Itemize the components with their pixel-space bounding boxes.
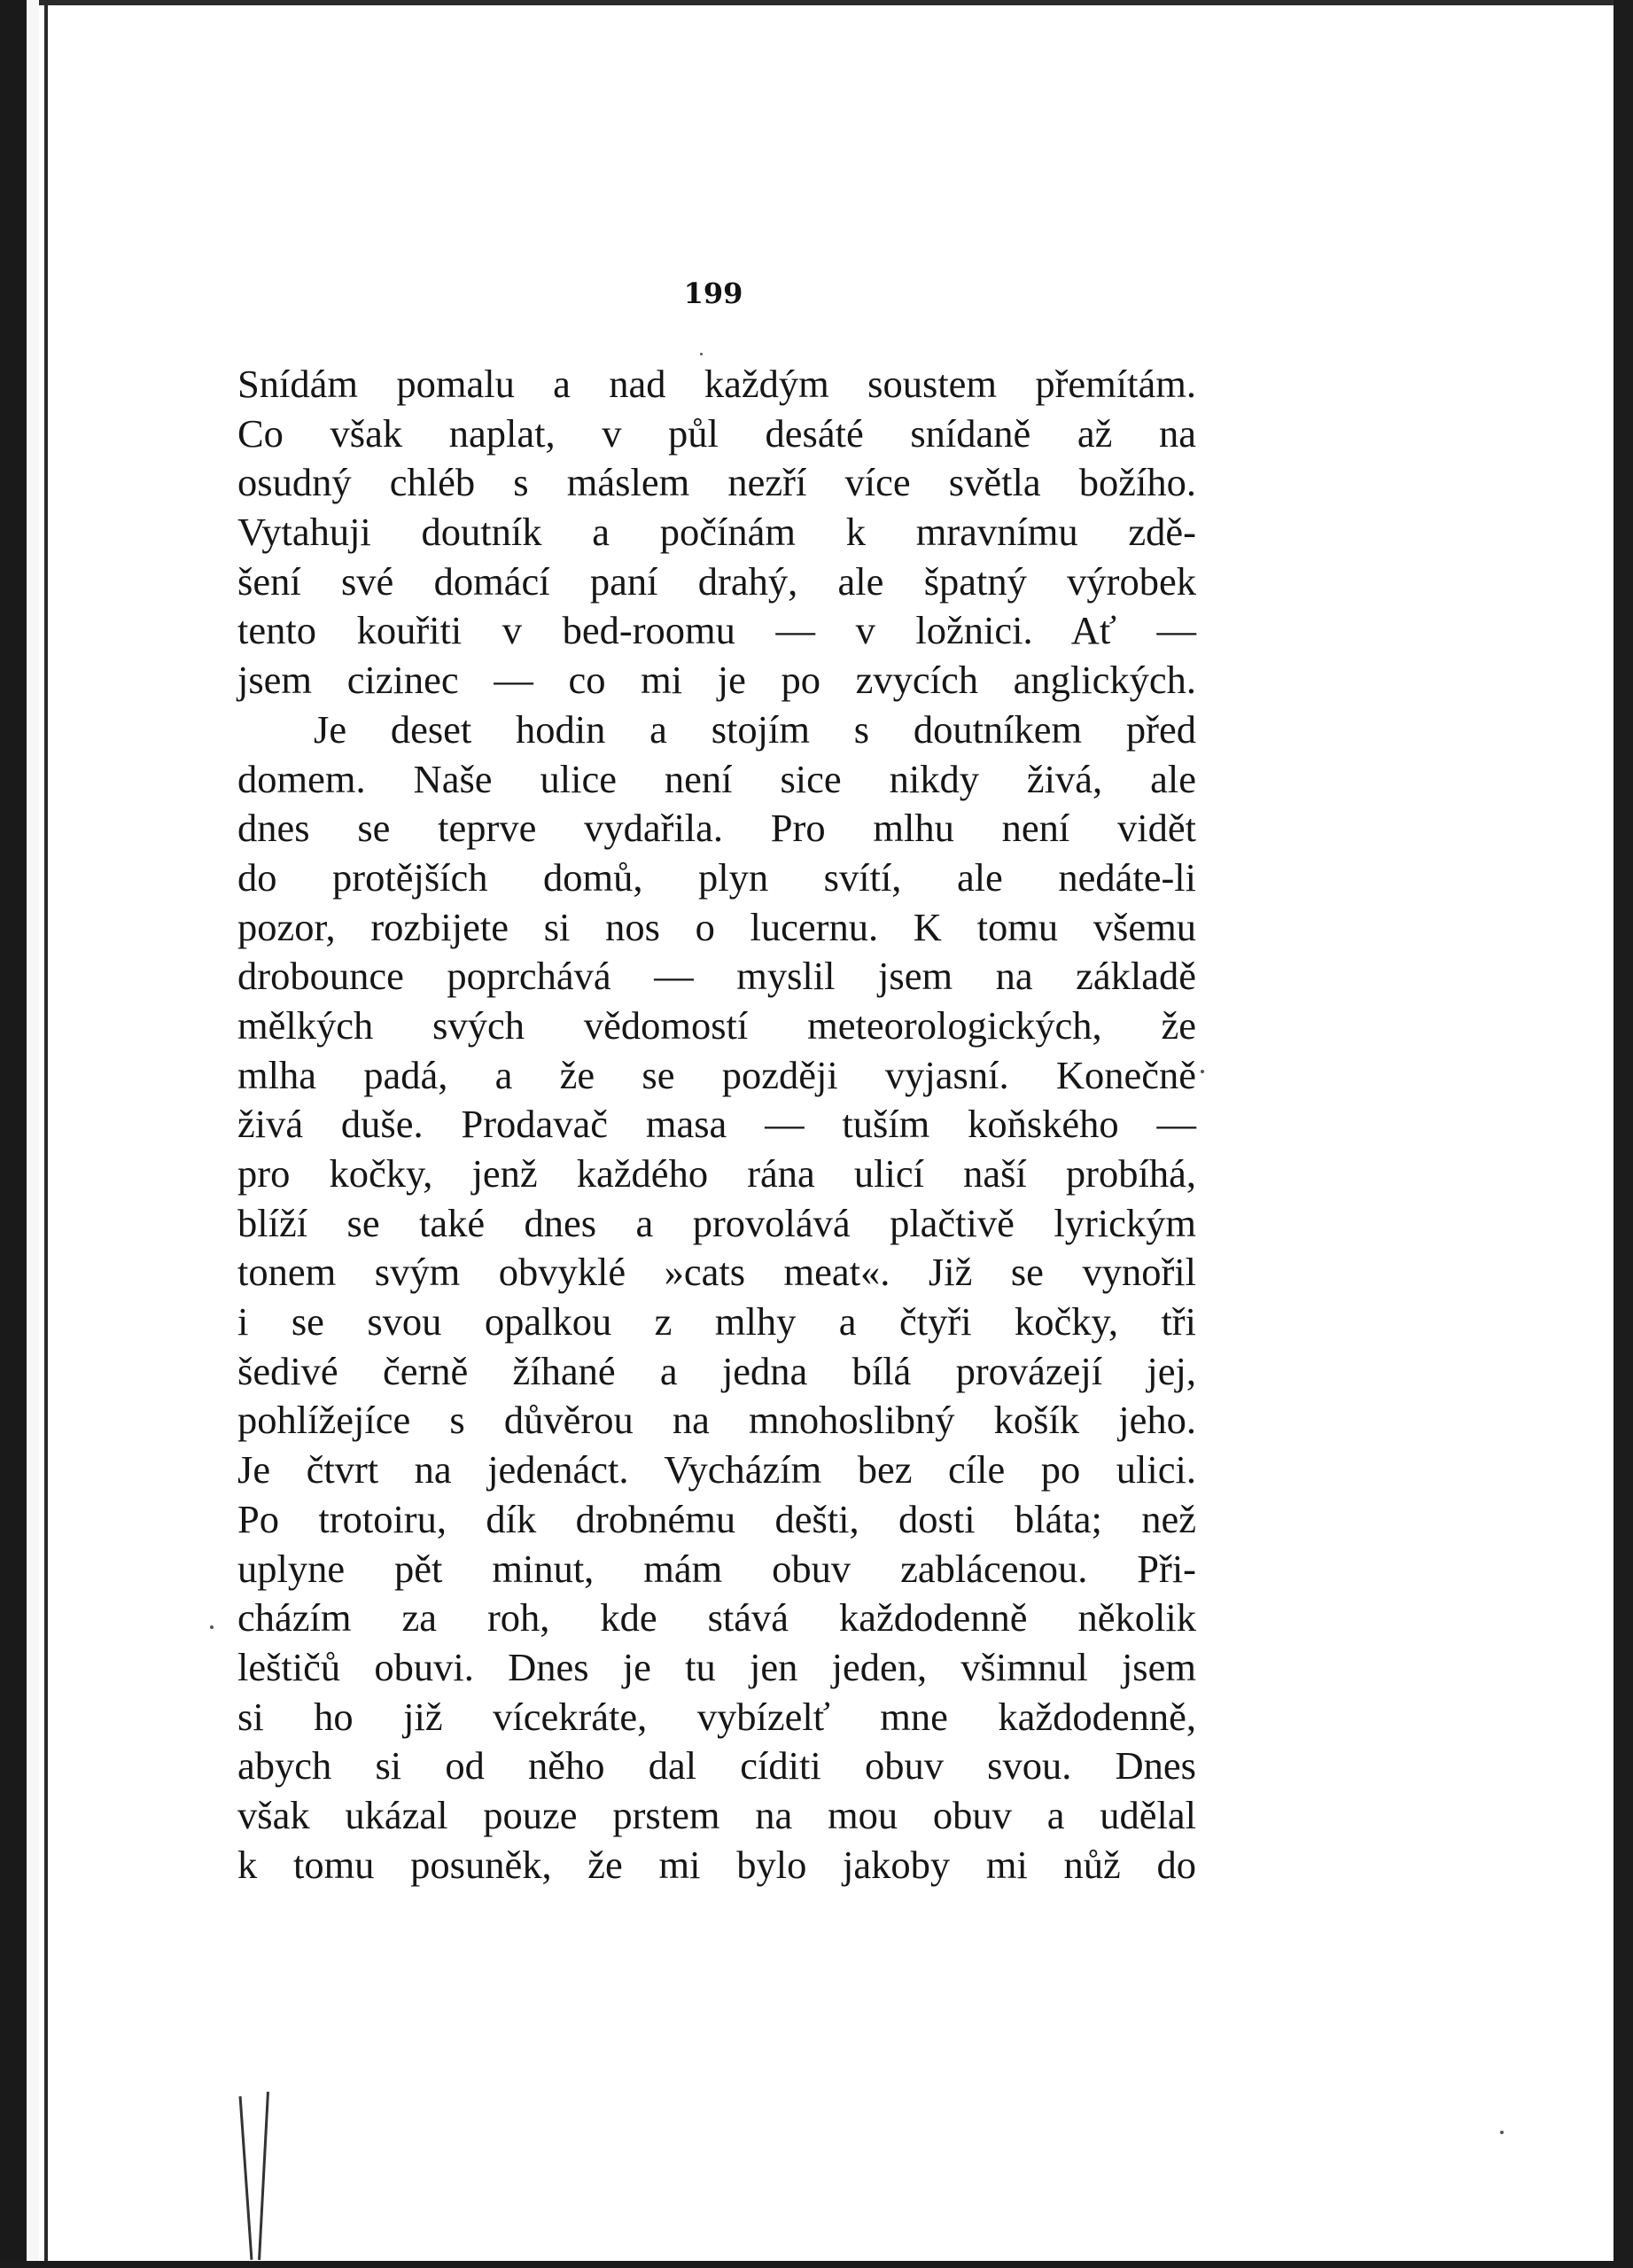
paper-crease-mark <box>258 2092 269 2260</box>
scan-binding-line <box>44 0 48 2268</box>
text-line: Snídám pomalu a nad každým soustem přemítám. <box>237 362 1196 406</box>
scan-speck <box>1500 2131 1504 2134</box>
text-line: Je deset hodin a stojím s doutníkem před <box>314 706 1196 752</box>
text-line: cházím za roh, kde stává každodenně několik <box>237 1595 1196 1641</box>
scan-border-top <box>0 0 1633 5</box>
scan-speck <box>210 1625 214 1629</box>
text-line: i se svou opalkou z mlhy a čtyři kočky, tři <box>237 1299 1196 1344</box>
text-line: osudný chléb s máslem nezří více světla božího. <box>237 460 1196 505</box>
scan-gutter <box>27 0 39 2268</box>
text-line: leštičů obuvi. Dnes je tu jen jeden, všimnul jsem <box>237 1644 1196 1689</box>
page-number: 199 <box>683 277 743 310</box>
scan-border-bottom <box>0 2261 1633 2268</box>
text-line: Po trotoiru, dík drobnému dešti, dosti bláta; než <box>237 1496 1196 1541</box>
text-line: šedivé černě žíhané a jedna bílá provázejí jej, <box>237 1348 1196 1393</box>
text-line: Co však naplat, v půl desáté snídaně až na <box>237 410 1196 456</box>
text-line: blíží se také dnes a provolává plačtivě lyrickým <box>237 1200 1196 1245</box>
text-line: však ukázal pouze prstem na mou obuv a udělal <box>237 1792 1196 1837</box>
paper-crease-mark <box>239 2096 253 2260</box>
text-line: abych si od něho dal cíditi obuv svou. Dnes <box>237 1743 1196 1789</box>
text-line: k tomu posuněk, že mi bylo jakoby mi nůž do <box>237 1842 1196 1887</box>
text-line: tonem svým obvyklé »cats meat«. Již se vynořil <box>237 1250 1196 1295</box>
text-line: pro kočky, jenž každého rána ulicí naší probíhá, <box>237 1151 1196 1196</box>
text-line: živá duše. Prodavač masa — tuším koňského — <box>237 1102 1196 1147</box>
text-line: mlha padá, a že se později vyjasní. Konečně <box>237 1052 1196 1097</box>
scan-speck <box>1201 1070 1204 1073</box>
text-line: tento kouřiti v bed-roomu — v ložnici. Ať — <box>237 608 1196 653</box>
text-line: jsem cizinec — co mi je po zvycích anglických. <box>237 658 1196 703</box>
text-line: dnes se teprve vydařila. Pro mlhu není vidět <box>237 806 1196 851</box>
scan-border-right <box>1614 0 1633 2268</box>
text-line: do protějších domů, plyn svítí, ale nedáte-li <box>237 854 1196 900</box>
text-line: mělkých svých vědomostí meteorologických, že <box>237 1002 1196 1048</box>
text-line: šení své domácí paní drahý, ale špatný výrobek <box>237 558 1196 604</box>
text-line: domem. Naše ulice není sice nikdy živá, ale <box>237 756 1196 801</box>
text-line: pohlížejíce s důvěrou na mnohoslibný košík jeho. <box>237 1398 1196 1443</box>
text-line: pozor, rozbijete si nos o lucernu. K tomu všemu <box>237 904 1196 949</box>
text-line: Vytahuji doutník a počínám k mravnímu zdě- <box>237 510 1196 555</box>
body-text <box>237 360 1196 1890</box>
text-line: Je čtvrt na jedenáct. Vycházím bez cíle po ulici. <box>237 1447 1196 1493</box>
scan-speck <box>700 353 703 355</box>
text-line: si ho již vícekráte, vybízelť mne každodenně, <box>237 1694 1196 1739</box>
text-line: drobounce poprchává — myslil jsem na základě <box>237 954 1196 999</box>
scan-border-left <box>0 0 27 2268</box>
text-line: uplyne pět minut, mám obuv zablácenou. Při- <box>237 1546 1196 1591</box>
